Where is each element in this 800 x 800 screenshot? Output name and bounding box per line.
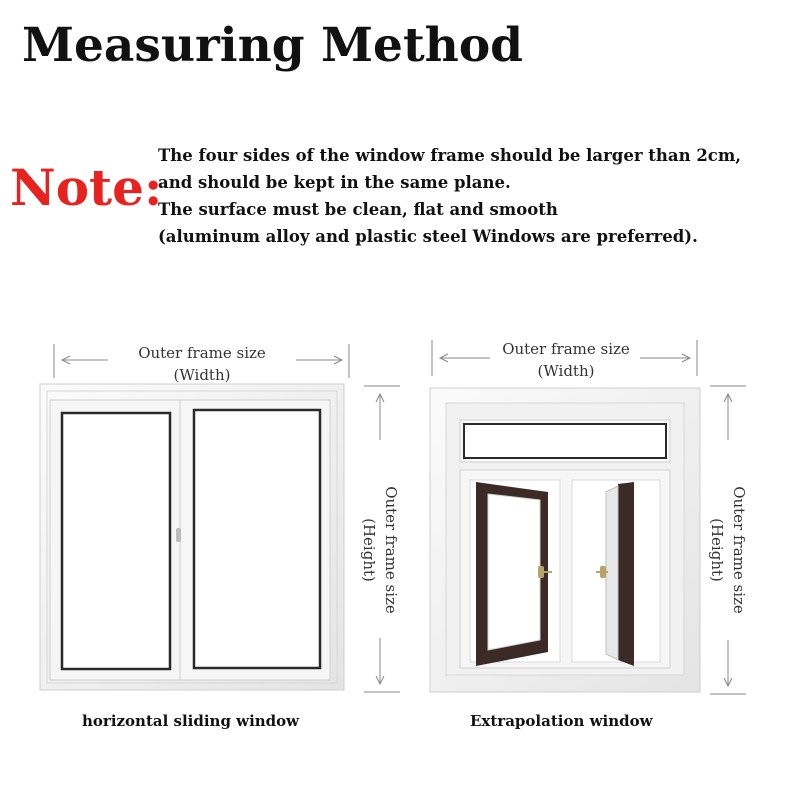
right-width-label: Outer frame size (Width) (502, 340, 630, 380)
left-window-caption: horizontal sliding window (82, 712, 300, 730)
note-line-2: and should be kept in the same plane. (158, 173, 511, 192)
right-height-label: Outer frame size (Height) (708, 486, 748, 614)
note-label: Note: (10, 158, 163, 217)
note-line-4: (aluminum alloy and plastic steel Windows are preferred). (158, 227, 698, 246)
sliding-window-frame (40, 384, 344, 690)
note-line-3: The surface must be clean, flat and smooth (158, 200, 558, 219)
left-height-label: Outer frame size (Height) (360, 486, 400, 614)
page-title: Measuring Method (22, 18, 524, 73)
right-window-caption: Extrapolation window (470, 712, 653, 730)
extrapolation-window-frame (430, 388, 700, 692)
left-width-label: Outer frame size (Width) (138, 344, 266, 384)
note-line-1: The four sides of the window frame should be larger than 2cm, (158, 146, 742, 165)
